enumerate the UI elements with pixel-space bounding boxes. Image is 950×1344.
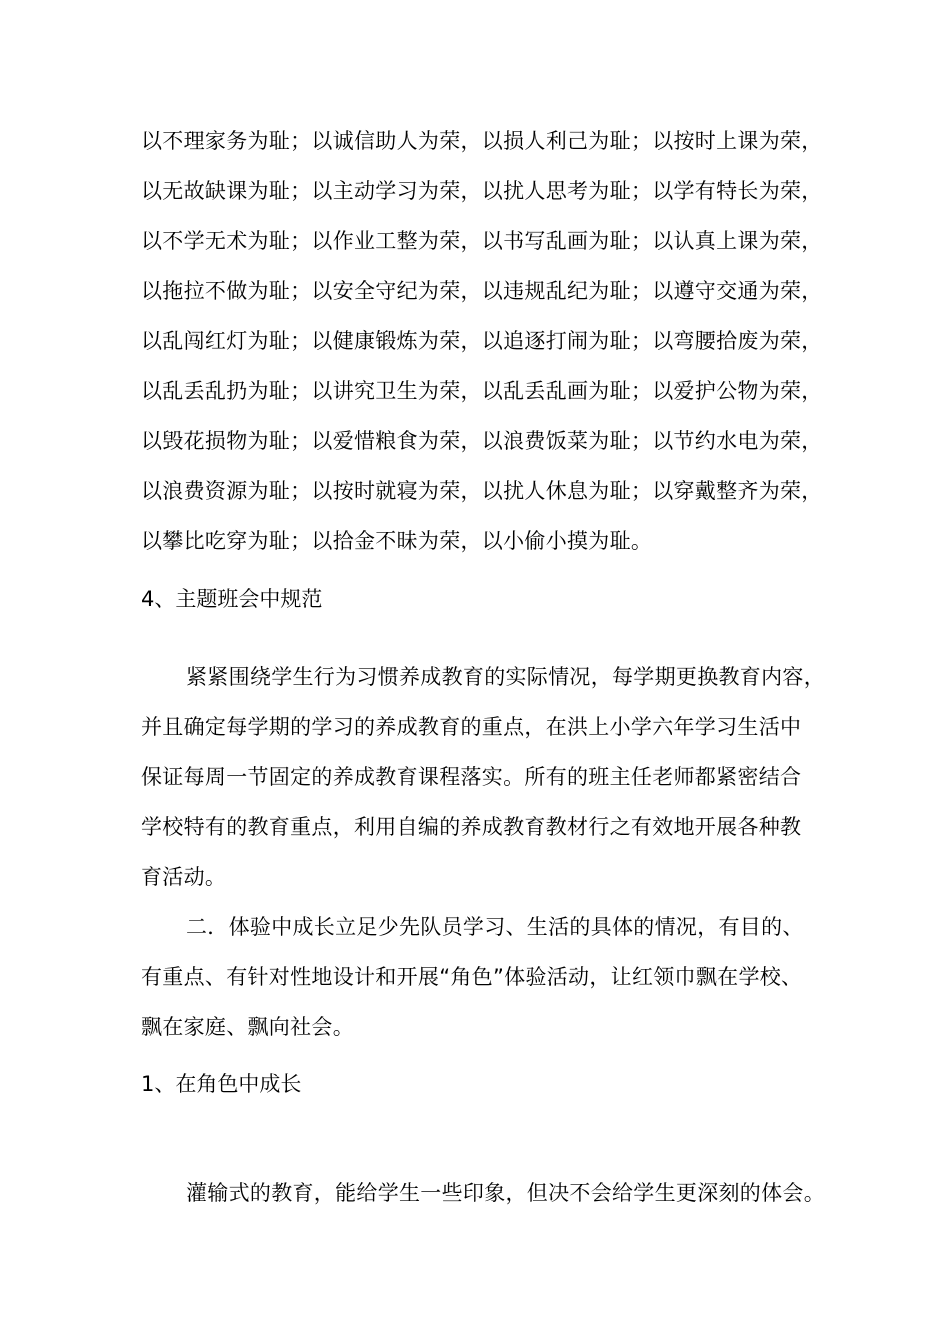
paragraph-line: 以不学无术为耻；以作业工整为荣，以书写乱画为耻；以认真上课为荣， [141, 229, 823, 253]
paragraph-line: 以毁花损物为耻；以爱惜粮食为荣，以浪费饭菜为耻；以节约水电为荣， [141, 429, 823, 453]
paragraph-line: 以拖拉不做为耻；以安全守纪为荣，以违规乱纪为耻；以遵守交通为荣， [141, 279, 823, 303]
paragraph-line: 紧紧围绕学生行为习惯养成教育的实际情况，每学期更换教育内容， [186, 665, 825, 689]
paragraph-line: 保证每周一节固定的养成教育课程落实。所有的班主任老师都紧密结合 [141, 765, 802, 789]
paragraph-line: 以攀比吃穿为耻；以拾金不昧为荣，以小偷小摸为耻。 [141, 529, 653, 553]
paragraph-line: 以无故缺课为耻；以主动学习为荣，以扰人思考为耻；以学有特长为荣， [141, 179, 823, 203]
paragraph-line: 有重点、有针对性地设计和开展“角色”体验活动，让红领巾飘在学校、 [141, 965, 803, 989]
paragraph-line: 育活动。 [141, 865, 227, 889]
paragraph-line: 飘在家庭、飘向社会。 [141, 1015, 354, 1039]
paragraph-line: 以乱丢乱扔为耻；以讲究卫生为荣，以乱丢乱画为耻；以爱护公物为荣， [141, 379, 823, 403]
paragraph-line: 以浪费资源为耻；以按时就寝为荣，以扰人休息为耻；以穿戴整齐为荣， [141, 479, 823, 503]
section-heading: 1、在角色中成长 [141, 1072, 302, 1096]
paragraph-line: 以乱闯红灯为耻；以健康锻炼为荣，以追逐打闹为耻；以弯腰拾废为荣， [141, 329, 823, 353]
paragraph-line: 以不理家务为耻；以诚信助人为荣，以损人利己为耻；以按时上课为荣， [141, 129, 823, 153]
section-heading: 4、主题班会中规范 [141, 587, 323, 611]
paragraph-line: 灌输式的教育，能给学生一些印象，但决不会给学生更深刻的体会。 [186, 1181, 825, 1205]
paragraph-line: 并且确定每学期的学习的养成教育的重点，在洪上小学六年学习生活中 [141, 715, 802, 739]
paragraph-line: 二．体验中成长立足少先队员学习、生活的具体的情况，有目的、 [186, 915, 804, 939]
paragraph-line: 学校特有的教育重点，利用自编的养成教育教材行之有效地开展各种教 [141, 815, 802, 839]
